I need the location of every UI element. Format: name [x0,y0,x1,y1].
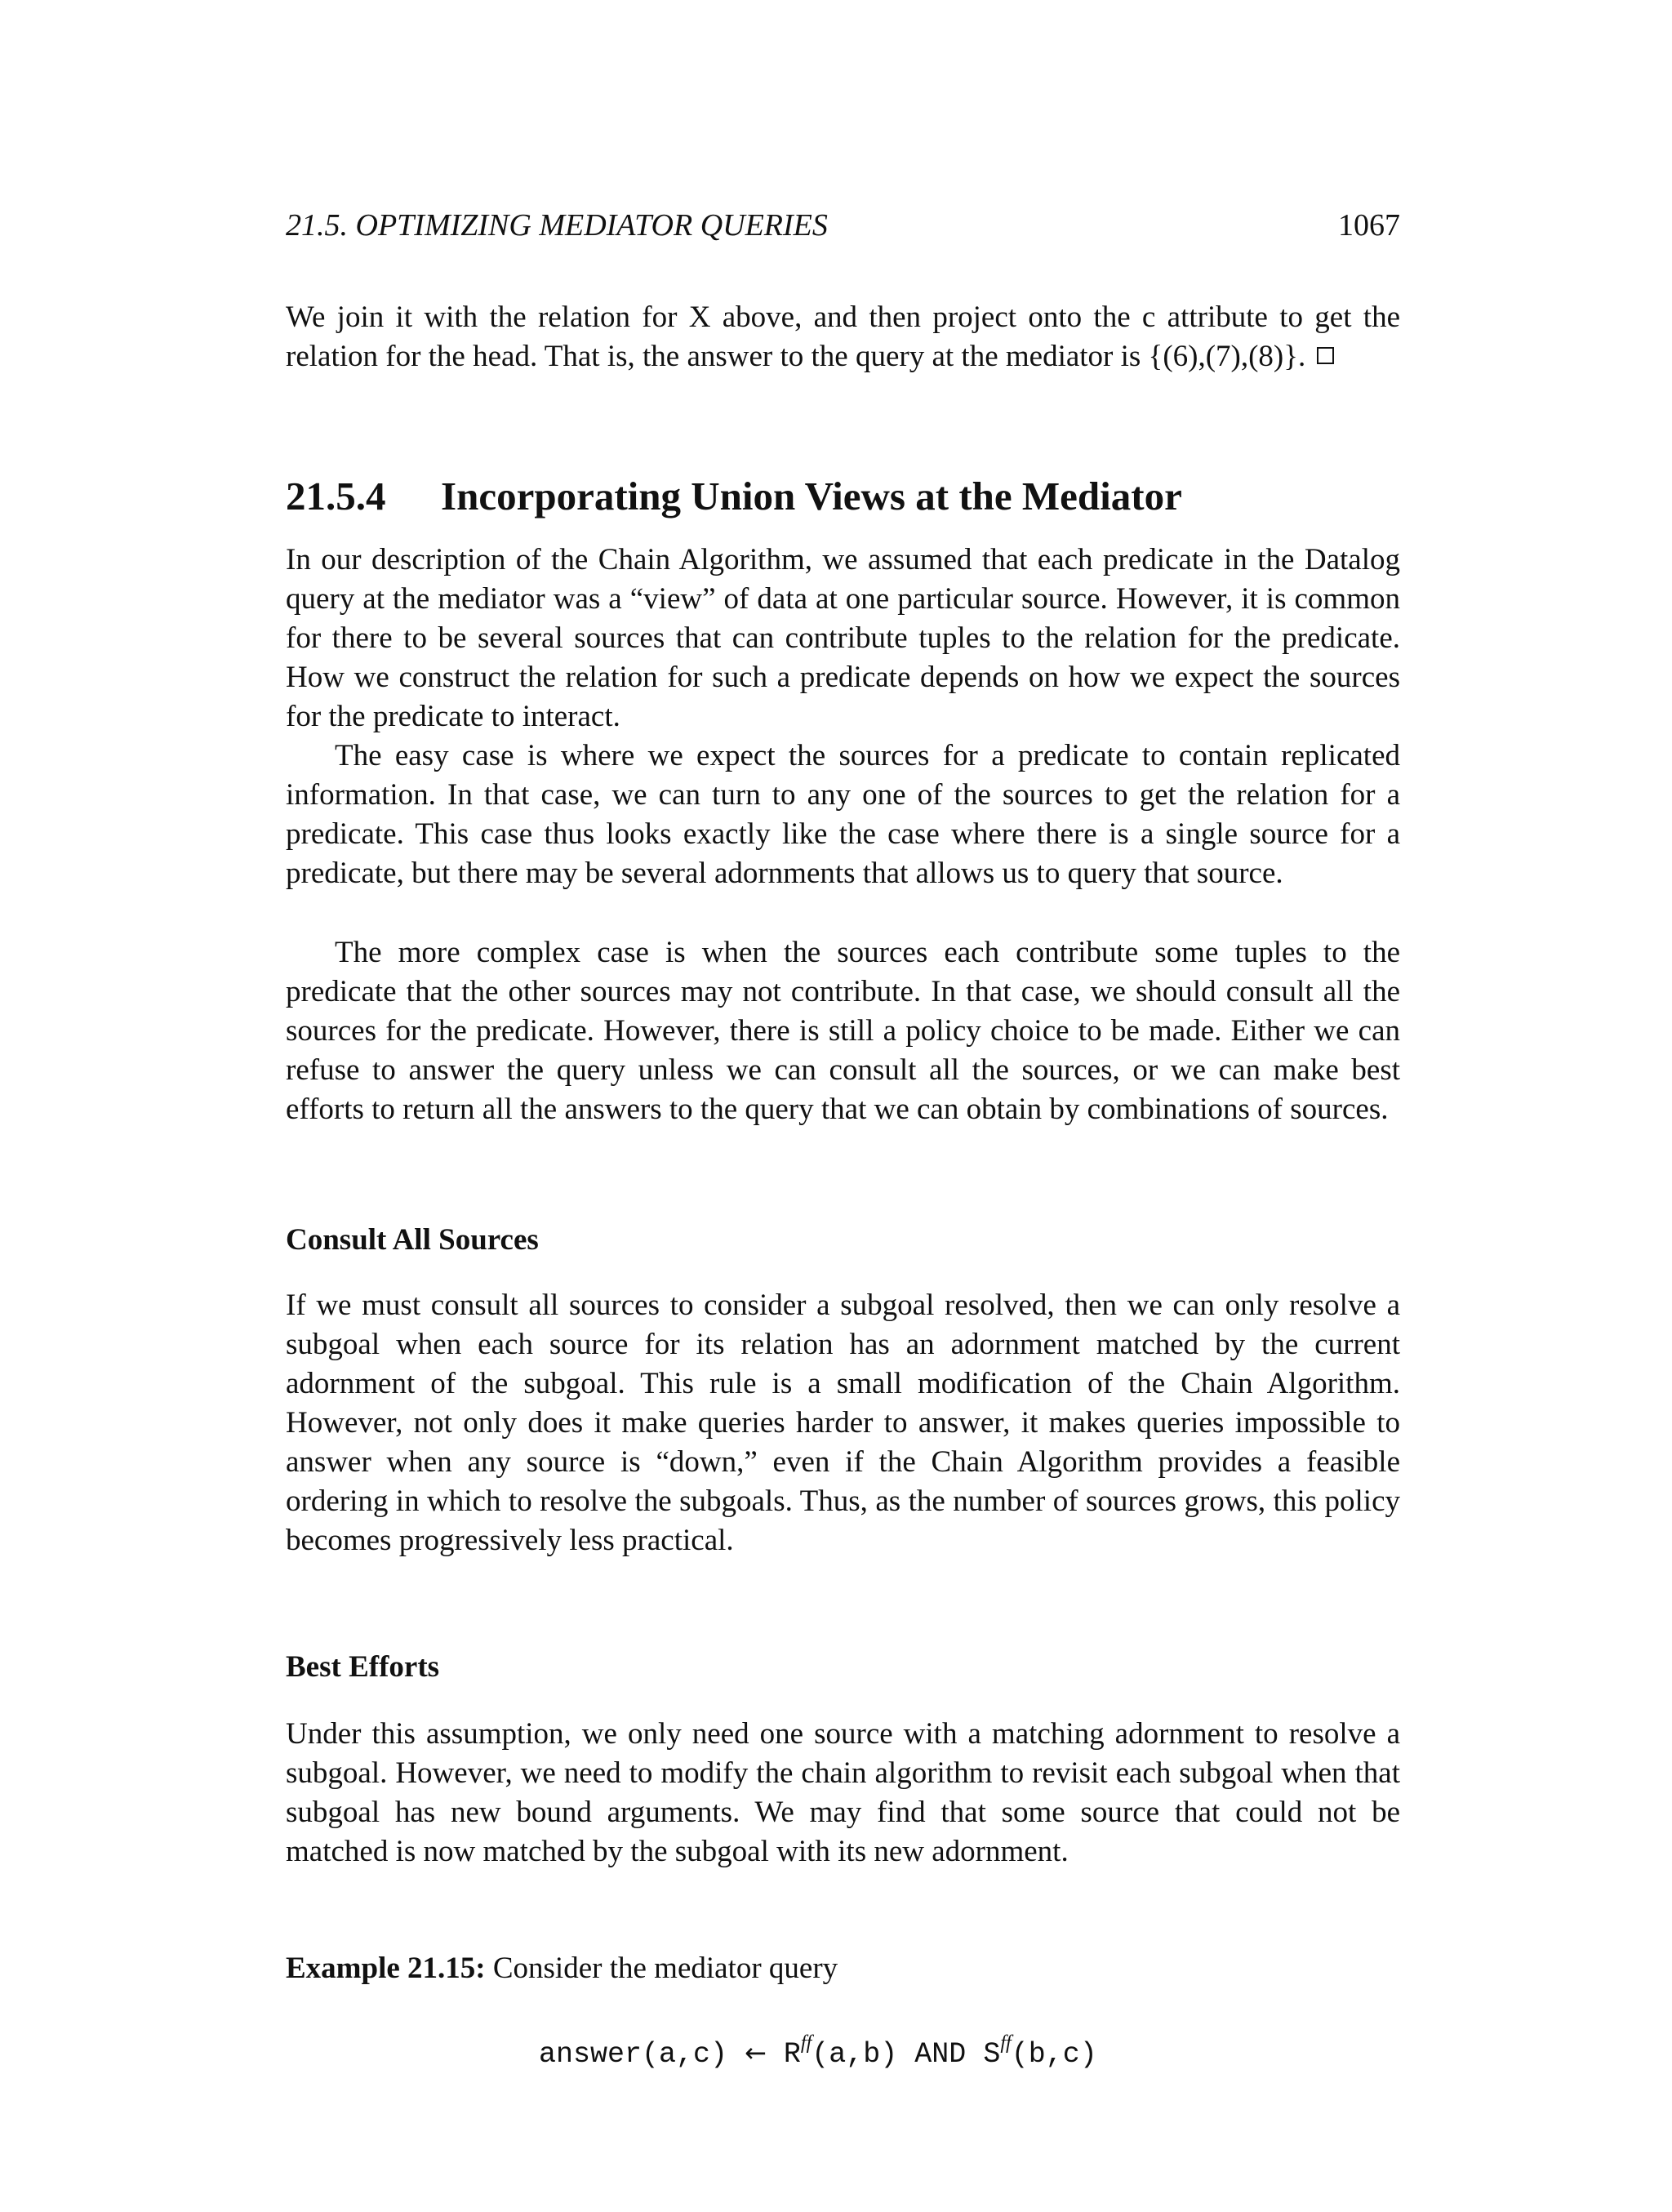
section-title: Incorporating Union Views at the Mediator [441,474,1182,519]
left-arrow-icon: ← [745,2037,767,2068]
formula-r-args: (a,b) [812,2038,898,2071]
intro-text: We join it with the relation for X above, and then project onto the c attribute to get the relation for the head. That is, the answer to the query at the mediator is {(6),(7),(8)}. [286,300,1400,373]
intro-paragraph [286,298,1400,376]
section-paragraph-1: In our description of the Chain Algorithm, we assumed that each predicate in the Datalog query at the mediator was a “view” of data at one particular source. However, it is common for there to be several sources that can contribute tuples to the relation for the predicate. How we construct the relation for such a predicate depends on how we expect the sources for the predicate to interact. [286,543,1400,733]
page-number: 1067 [1338,208,1400,243]
formula-r-adornment: ff [800,2032,812,2054]
subheading-consult-all: Consult All Sources [286,1223,539,1257]
formula-s-adornment: ff [1000,2032,1012,2054]
consult-all-paragraph: If we must consult all sources to consider a subgoal resolved, then we can only resolve a subgoal when each source for its relation has an adornment matched by the current adornment of the subgoal. This rule is a small modification of the Chain Algorithm. However, not only does it make queries harder to answer, it makes queries impossible to answer when any source is “down,” even if the Chain Algorithm provides a feasible ordering in which to resolve the subgoals. Thus, as the number of sources grows, this policy becomes progressively less practical. [286,1288,1400,1557]
formula-and: AND [914,2038,967,2071]
running-head-title: 21.5. OPTIMIZING MEDIATOR QUERIES [286,208,828,243]
example-paragraph [286,1949,1400,1988]
section-number: 21.5.4 [286,474,386,519]
formula-s-args: (b,c) [1011,2038,1097,2071]
section-paragraph-3: The more complex case is when the sources each contribute some tuples to the predicate that the other sources may not contribute. In that case, we should consult all the sources for the predicate. However, there is still a policy choice to be made. Either we can refuse to answer the query unless we can consult all the sources, or we can make best efforts to return all the answers to the query that we can obtain by combinations of sources. [286,936,1400,1126]
running-head [286,204,1400,247]
formula-s: S [983,2038,1001,2071]
formula-r: R [783,2038,801,2071]
end-of-example-icon [1317,347,1334,364]
mediator-query-formula [539,2023,1274,2075]
example-text: Consider the mediator query [492,1952,838,1985]
subheading-best-efforts: Best Efforts [286,1650,440,1684]
section-paragraph-2: The easy case is where we expect the sources for a predicate to contain replicated information. In that case, we can turn to any one of the sources to get the relation for a predicate. This case thus looks exactly like the case where there is a single source for a predicate, but there may be several adornments that allows us to query that source. [286,739,1400,890]
section-heading [286,472,1400,521]
best-efforts-paragraph: Under this assumption, we only need one source with a matching adornment to resolve a subgoal. However, we need to modify the chain algorithm to revisit each subgoal when that subgoal has new bound arguments. We may find that some source that could not be matched is now matched by the subgoal with its new adornment. [286,1717,1400,1868]
example-label: Example 21.15: [286,1952,486,1985]
formula-head: answer(a,c) [539,2038,728,2071]
